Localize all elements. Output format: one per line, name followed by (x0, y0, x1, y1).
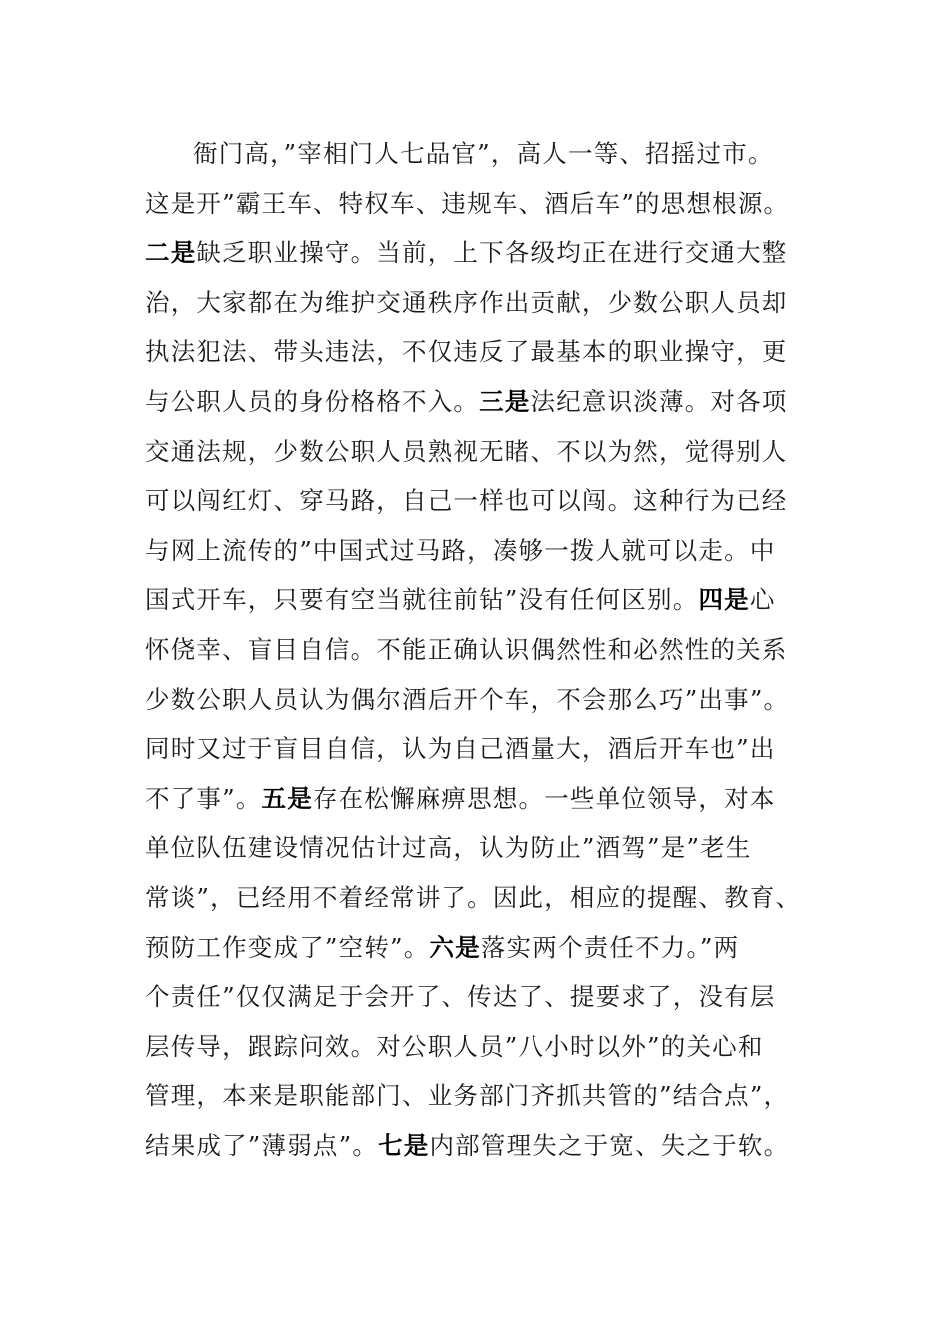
text-run: 内部管理失之于宽、失之于软。 (429, 1130, 790, 1160)
text-run: 管理，本来是职能部门、业务部门齐抓共管的”结合点”， (145, 1081, 790, 1111)
text-run: 缺乏职业操守。当前，上下各级均正在进行交通大整 (196, 238, 788, 268)
text-line (145, 625, 835, 675)
text-run: 结果成了”薄弱点”。 (145, 1130, 379, 1160)
text-run: 法纪意识淡薄。对各项 (530, 386, 788, 416)
point-label: 五是 (261, 783, 313, 813)
text-run: 存在松懈麻痹思想。一些单位领导，对本 (312, 783, 776, 813)
text-run: 治，大家都在为维护交通秩序作出贡献，少数公职人员却 (145, 287, 788, 317)
text-line (145, 724, 835, 774)
text-line (145, 1071, 835, 1121)
text-run: 预防工作变成了”空转”。 (145, 932, 430, 962)
text-run: 怀侥幸、盲目自信。不能正确认识偶然性和必然性的关系 (145, 634, 788, 664)
text-line (145, 1121, 835, 1171)
body-text (145, 129, 835, 1170)
text-line (145, 278, 835, 328)
text-line (145, 129, 835, 179)
text-run: 少数公职人员认为偶尔酒后开个车，不会那么巧”出事”。 (145, 684, 790, 714)
text-run: 落实两个责任不力。”两 (480, 932, 740, 962)
text-run: 个责任”仅仅满足于会开了、传达了、提要求了，没有层 (145, 982, 776, 1012)
point-label: 六是 (429, 932, 481, 962)
point-label: 四是 (698, 585, 750, 615)
text-run: 常谈”，已经用不着经常讲了。因此，相应的提醒、教育、 (145, 882, 802, 912)
text-line (145, 823, 835, 873)
text-run: 不了事”。 (145, 783, 262, 813)
text-line (145, 923, 835, 973)
text-run: 交通法规，少数公职人员熟视无睹、不以为然，觉得别人 (145, 436, 788, 466)
text-line (145, 1022, 835, 1072)
text-line (145, 427, 835, 477)
text-run: 与公职人员的身份格格不入。 (145, 386, 480, 416)
text-line (145, 972, 835, 1022)
text-run: 心 (749, 585, 776, 615)
text-run: 与网上流传的”中国式过马路，凑够一拨人就可以走。中 (145, 535, 776, 565)
text-line (145, 179, 835, 229)
text-run: 可以闯红灯、穿马路，自己一样也可以闯。这种行为已经 (145, 486, 788, 516)
point-label: 三是 (479, 386, 531, 416)
text-line (145, 873, 835, 923)
point-label: 七是 (378, 1130, 430, 1160)
text-run: 国式开车，只要有空当就往前钻”没有任何区别。 (145, 585, 699, 615)
text-line (145, 327, 835, 377)
text-line (145, 377, 835, 427)
text-line (145, 675, 835, 725)
text-line (145, 476, 835, 526)
text-line (145, 526, 835, 576)
text-run: 单位队伍建设情况估计过高，认为防止”酒驾”是”老生 (145, 833, 752, 863)
text-run: 衙门高，”宰相门人七品官”，高人一等、招摇过市。 (193, 139, 774, 168)
point-label: 二是 (145, 238, 197, 268)
text-line (145, 228, 835, 278)
text-run: 同时又过于盲目自信，认为自己酒量大，酒后开车也”出 (145, 734, 776, 764)
text-run: 执法犯法、带头违法，不仅违反了最基本的职业操守，更 (145, 337, 788, 367)
text-run: 这是开”霸王车、特权车、违规车、酒后车”的思想根源。 (145, 188, 790, 218)
text-run: 层传导，跟踪问效。对公职人员”八小时以外”的关心和 (145, 1031, 764, 1061)
text-line (145, 774, 835, 824)
text-line (145, 575, 835, 625)
